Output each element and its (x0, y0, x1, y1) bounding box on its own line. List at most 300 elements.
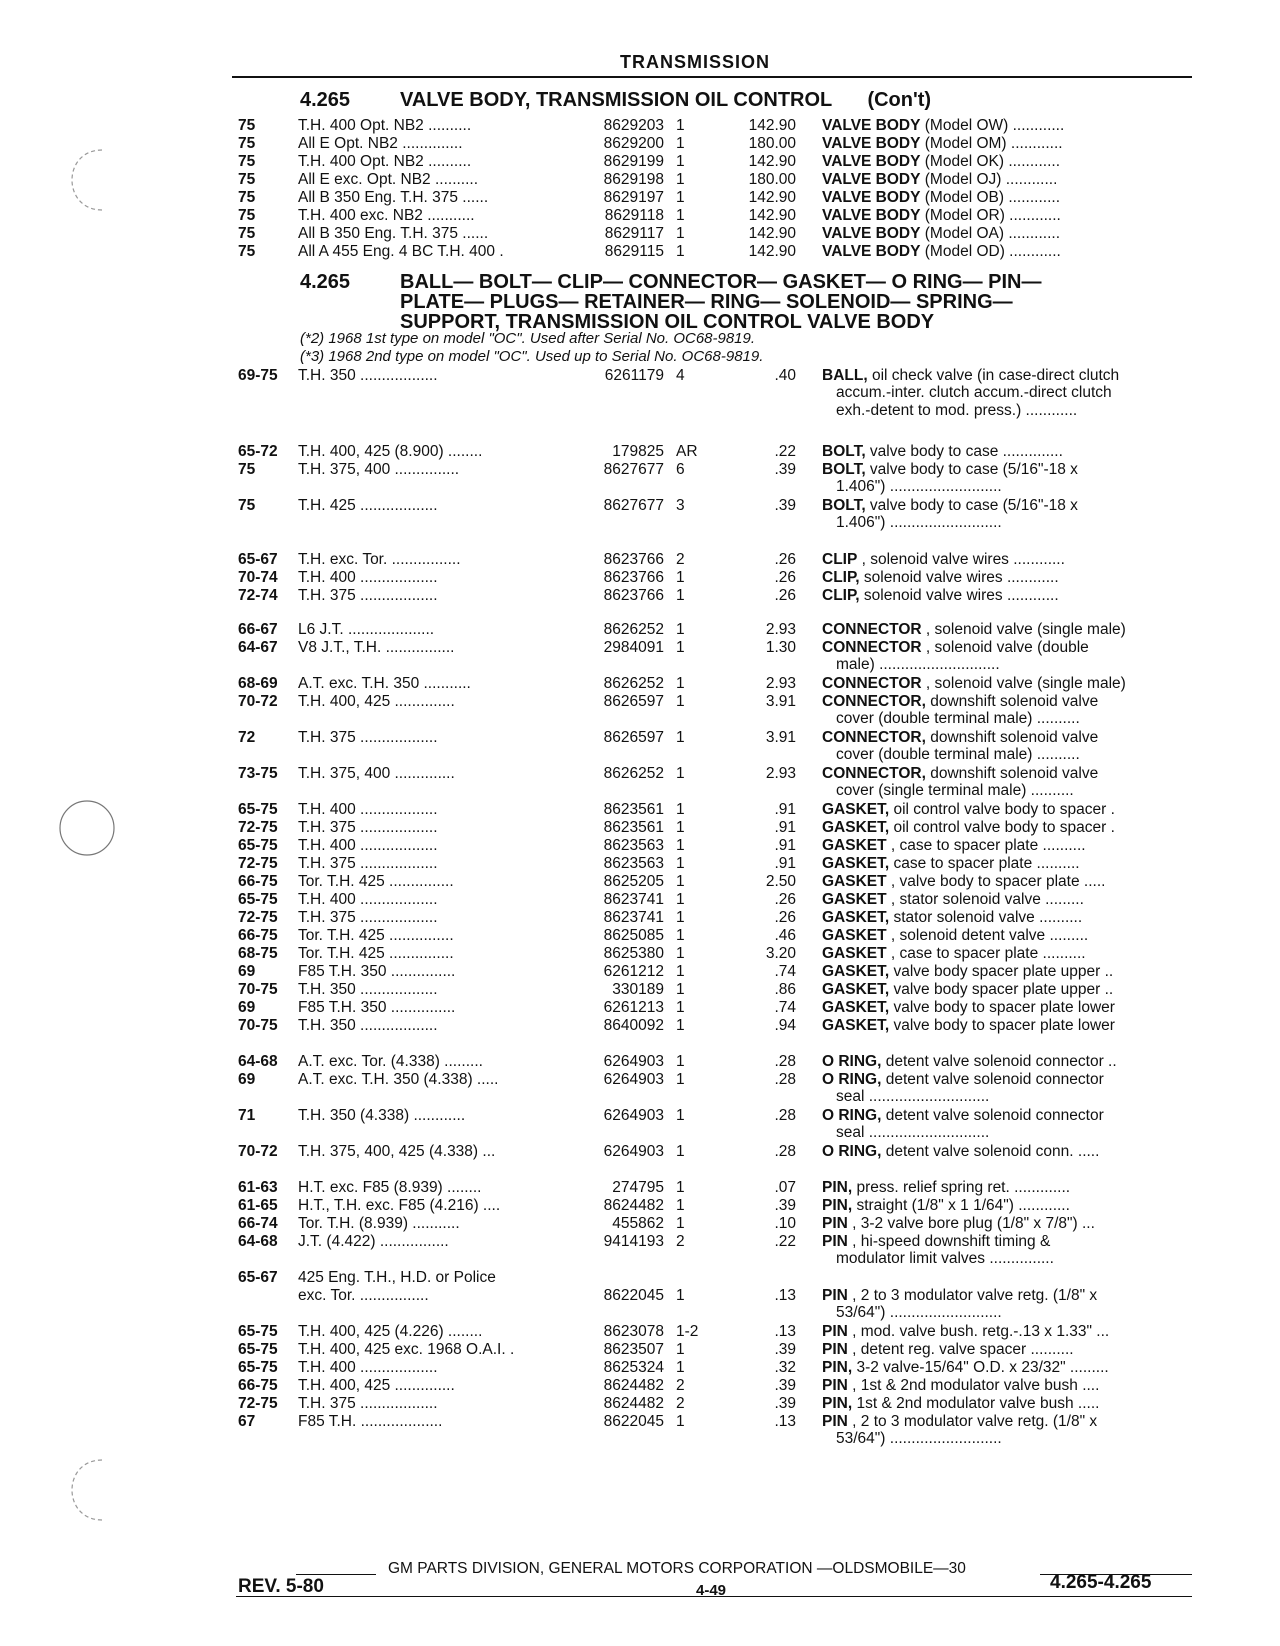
part-number: 8625205 (603, 873, 664, 890)
description-keyword: GASKET (822, 837, 887, 854)
application: T.H. 400, 425 .............. (298, 693, 455, 710)
description-text: , 2 to 3 modulator valve retg. (1/8" x (847, 1287, 1098, 1304)
quantity: 1 (676, 693, 685, 710)
description-text: 1st & 2nd modulator valve bush ..... (852, 1395, 1100, 1412)
application: L6 J.T. .................... (298, 621, 435, 638)
part-number: 8624482 (603, 1395, 664, 1412)
application: 425 Eng. T.H., H.D. or Police (298, 1269, 496, 1286)
application: T.H. 425 .................. (298, 497, 438, 514)
description-text: (Model OK) ............ (920, 153, 1060, 170)
section-title-suffix: (Con't) (867, 89, 932, 111)
description (822, 152, 1194, 171)
footer-division: GM PARTS DIVISION, GENERAL MOTORS CORPORATION —OLDSMOBILE—30 (388, 1560, 966, 1577)
price: .40 (774, 367, 796, 384)
description (822, 1214, 1194, 1233)
price: .39 (774, 1341, 796, 1358)
description (822, 1178, 1194, 1197)
description-keyword: CONNECTOR, (822, 729, 926, 746)
quantity: 1 (676, 639, 685, 656)
year-range: 69 (238, 999, 256, 1016)
description (822, 586, 1194, 605)
section-number: 4.265 (300, 89, 351, 111)
description (822, 1106, 1194, 1125)
description-keyword: CLIP, (822, 587, 860, 604)
application: T.H. 400 Opt. NB2 .......... (298, 153, 472, 170)
description-text: straight (1/8" x 1 1/64") ............ (852, 1197, 1070, 1214)
section-title-line: BALL— BOLT— CLIP— CONNECTOR— GASKET— O RING— PIN— (400, 271, 1042, 293)
description-text: , valve body to spacer plate ..... (886, 873, 1106, 890)
part-number: 6261179 (604, 367, 664, 384)
quantity: 1 (676, 1107, 685, 1124)
description-continuation: cover (double terminal male) .......... (836, 746, 1080, 763)
description-keyword: GASKET (822, 945, 887, 962)
description (822, 620, 1194, 639)
year-range: 65-75 (238, 801, 278, 818)
description-text: , solenoid valve wires ............ (857, 551, 1065, 568)
description (822, 206, 1194, 225)
part-number: 8625380 (603, 945, 664, 962)
year-range: 75 (238, 135, 256, 152)
description-keyword: VALVE BODY (822, 243, 921, 260)
description-continuation: 53/64") .......................... (836, 1304, 1002, 1321)
quantity: 1 (676, 171, 685, 188)
section-title-text: VALVE BODY, TRANSMISSION OIL CONTROL (400, 89, 832, 111)
description (822, 1142, 1194, 1161)
application: All B 350 Eng. T.H. 375 ...... (298, 225, 489, 242)
description (822, 962, 1194, 981)
price: .46 (774, 927, 796, 944)
part-number: 8626252 (603, 675, 664, 692)
quantity: 1 (676, 729, 685, 746)
description-keyword: GASKET, (822, 963, 890, 980)
year-range: 75 (238, 497, 256, 514)
application: T.H. 400 .................. (298, 837, 438, 854)
description-text: (Model OA) ............ (920, 225, 1060, 242)
description (822, 836, 1194, 855)
year-range: 72-75 (238, 1395, 278, 1412)
part-number: 8623078 (603, 1323, 664, 1340)
binder-hole-mark (52, 1450, 122, 1530)
page-number: 4-49 (696, 1582, 727, 1599)
application: T.H. 375 .................. (298, 729, 438, 746)
price: .26 (774, 551, 796, 568)
description-text: , 3-2 valve bore plug (1/8" x 7/8") ... (847, 1215, 1095, 1232)
description-text: downshift solenoid valve (925, 693, 1099, 710)
part-number: 8623561 (603, 801, 664, 818)
application: H.T. exc. F85 (8.939) ........ (298, 1179, 482, 1196)
description (822, 818, 1194, 837)
application: V8 J.T., T.H. ................ (298, 639, 455, 656)
application: T.H. 400 .................. (298, 1359, 438, 1376)
quantity: 2 (676, 551, 685, 568)
application: F85 T.H. 350 ............... (298, 963, 456, 980)
quantity: 1 (676, 153, 685, 170)
application: T.H. 400 exc. NB2 ........... (298, 207, 475, 224)
part-number: 8640092 (603, 1017, 664, 1034)
description-text: press. relief spring ret. ............. (852, 1179, 1071, 1196)
description-continuation: seal ............................ (836, 1088, 990, 1105)
description-text: , detent reg. valve spacer .......... (847, 1341, 1074, 1358)
price: .94 (774, 1017, 796, 1034)
price: .22 (774, 1233, 796, 1250)
description-text: , solenoid valve (double (921, 639, 1089, 656)
quantity: 1 (676, 243, 685, 260)
quantity: 1 (676, 1053, 685, 1070)
description-text: solenoid valve wires ............ (859, 587, 1059, 604)
application: T.H. 375 .................. (298, 855, 438, 872)
description (822, 188, 1194, 207)
year-range: 61-65 (238, 1197, 278, 1214)
application: Tor. T.H. 425 ............... (298, 945, 454, 962)
description-keyword: VALVE BODY (822, 117, 921, 134)
description (822, 224, 1194, 243)
description (822, 1322, 1194, 1341)
application: T.H. 350 (4.338) ............ (298, 1107, 466, 1124)
application: T.H. 375, 400 .............. (298, 765, 455, 782)
price: 2.93 (765, 765, 796, 782)
quantity: 1 (676, 855, 685, 872)
description-text: , hi-speed downshift timing & (847, 1233, 1051, 1250)
section-title (400, 272, 1041, 332)
application: T.H. 350 .................. (298, 367, 438, 384)
part-number: 6261212 (603, 963, 664, 980)
description (822, 496, 1194, 515)
part-number: 8626252 (603, 621, 664, 638)
year-range: 68-69 (238, 675, 278, 692)
quantity: 1 (676, 1413, 685, 1430)
application: H.T., T.H. exc. F85 (4.216) .... (298, 1197, 501, 1214)
part-number: 6264903 (603, 1071, 664, 1088)
description-keyword: PIN (822, 1323, 848, 1340)
description (822, 242, 1194, 261)
part-number: 8627677 (603, 497, 664, 514)
description (822, 854, 1194, 873)
application: Tor. T.H. 425 ............... (298, 927, 454, 944)
application: All E Opt. NB2 .............. (298, 135, 463, 152)
description-text: (Model OD) ............ (920, 243, 1061, 260)
description-text: (Model OJ) ............ (920, 171, 1058, 188)
price: .13 (774, 1413, 796, 1430)
application: All E exc. Opt. NB2 .......... (298, 171, 479, 188)
application: T.H. 400 .................. (298, 891, 438, 908)
description (822, 116, 1194, 135)
year-range: 75 (238, 461, 256, 478)
price: .39 (774, 1395, 796, 1412)
description-keyword: PIN, (822, 1197, 853, 1214)
description-keyword: O RING, (822, 1053, 882, 1070)
part-number: 330189 (612, 981, 664, 998)
description (822, 460, 1194, 479)
quantity: 1 (676, 837, 685, 854)
description-text: 3-2 valve-15/64" O.D. x 23/32" ......... (852, 1359, 1109, 1376)
year-range: 75 (238, 243, 256, 260)
description-keyword: O RING, (822, 1071, 882, 1088)
price: .74 (774, 963, 796, 980)
part-number: 8623766 (603, 569, 664, 586)
quantity: 1 (676, 225, 685, 242)
part-number: 8623766 (603, 551, 664, 568)
binder-hole-mark (52, 790, 122, 870)
part-number: 8627677 (603, 461, 664, 478)
year-range: 66-74 (238, 1215, 278, 1232)
part-number: 2984091 (603, 639, 664, 656)
description-keyword: CONNECTOR (822, 675, 922, 692)
part-number: 8629200 (603, 135, 664, 152)
description-keyword: VALVE BODY (822, 153, 921, 170)
description-text: valve body spacer plate upper .. (889, 963, 1114, 980)
quantity: 6 (676, 461, 685, 478)
year-range: 69-75 (238, 367, 278, 384)
description-continuation: 1.406") .......................... (836, 478, 1002, 495)
description (822, 872, 1194, 891)
quantity: 1 (676, 621, 685, 638)
price: 2.50 (765, 873, 796, 890)
quantity: 1 (676, 1143, 685, 1160)
year-range: 67 (238, 1413, 256, 1430)
year-range: 72-74 (238, 587, 278, 604)
quantity: 1 (676, 765, 685, 782)
description-continuation: cover (single terminal male) .......... (836, 782, 1074, 799)
price: .39 (774, 1377, 796, 1394)
description-keyword: GASKET, (822, 999, 890, 1016)
year-range: 65-67 (238, 551, 278, 568)
footer-rule-left (296, 1574, 376, 1575)
description-keyword: VALVE BODY (822, 135, 921, 152)
part-number: 8626597 (603, 693, 664, 710)
description-keyword: GASKET (822, 927, 887, 944)
application: T.H. 400 .................. (298, 569, 438, 586)
description (822, 1394, 1194, 1413)
quantity: 1 (676, 207, 685, 224)
year-range: 64-68 (238, 1053, 278, 1070)
description-text: , solenoid detent valve ......... (886, 927, 1089, 944)
description-text: detent valve solenoid connector (881, 1071, 1104, 1088)
year-range: 69 (238, 1071, 256, 1088)
year-range: 72 (238, 729, 256, 746)
description (822, 800, 1194, 819)
description-keyword: GASKET, (822, 1017, 890, 1034)
price: .28 (774, 1053, 796, 1070)
part-number: 6261213 (603, 999, 664, 1016)
quantity: 1-2 (676, 1323, 699, 1340)
description (822, 550, 1194, 569)
description-text: , case to spacer plate .......... (886, 837, 1086, 854)
year-range: 64-68 (238, 1233, 278, 1250)
description (822, 944, 1194, 963)
description-text: detent valve solenoid conn. ..... (881, 1143, 1100, 1160)
price: 3.91 (765, 693, 796, 710)
quantity: 4 (676, 367, 685, 384)
price: .86 (774, 981, 796, 998)
description-keyword: BOLT, (822, 461, 866, 478)
year-range: 65-72 (238, 443, 278, 460)
application: T.H. 400 .................. (298, 801, 438, 818)
quantity: 1 (676, 801, 685, 818)
description-text: valve body to case .............. (865, 443, 1063, 460)
price: .28 (774, 1107, 796, 1124)
description (822, 980, 1194, 999)
description (822, 1196, 1194, 1215)
description-keyword: GASKET (822, 891, 887, 908)
quantity: 1 (676, 909, 685, 926)
description (822, 1358, 1194, 1377)
description-keyword: O RING, (822, 1143, 882, 1160)
year-range: 70-75 (238, 981, 278, 998)
part-number: 8629197 (603, 189, 664, 206)
price: 1.30 (765, 639, 796, 656)
description (822, 890, 1194, 909)
part-number: 8629203 (603, 117, 664, 134)
description-keyword: GASKET, (822, 855, 890, 872)
part-number: 8622045 (603, 1413, 664, 1430)
description-continuation: 53/64") .......................... (836, 1430, 1002, 1447)
section-title-line: PLATE— PLUGS— RETAINER— RING— SOLENOID— SPRING— (400, 291, 1013, 313)
year-range: 75 (238, 189, 256, 206)
description-text: valve body spacer plate upper .. (889, 981, 1114, 998)
part-number: 8623563 (603, 837, 664, 854)
description-keyword: PIN, (822, 1395, 853, 1412)
quantity: 1 (676, 135, 685, 152)
part-number: 8626252 (603, 765, 664, 782)
description-text: (Model OW) ............ (920, 117, 1065, 134)
year-range: 75 (238, 207, 256, 224)
price: 142.90 (748, 153, 796, 170)
application: T.H. exc. Tor. ................ (298, 551, 461, 568)
price: 2.93 (765, 675, 796, 692)
description-keyword: PIN (822, 1341, 848, 1358)
quantity: 1 (676, 1215, 685, 1232)
description (822, 1052, 1194, 1071)
description-text: , mod. valve bush. retg.-.13 x 1.33" ... (847, 1323, 1110, 1340)
price: 180.00 (748, 135, 796, 152)
price: .13 (774, 1323, 796, 1340)
description-keyword: PIN (822, 1215, 848, 1232)
description (822, 1286, 1194, 1305)
description (822, 998, 1194, 1017)
year-range: 70-74 (238, 569, 278, 586)
application: J.T. (4.422) ................ (298, 1233, 449, 1250)
description-keyword: CONNECTOR, (822, 765, 926, 782)
quantity: 2 (676, 1377, 685, 1394)
price: 142.90 (748, 117, 796, 134)
price: .22 (774, 443, 796, 460)
quantity: 1 (676, 891, 685, 908)
description-keyword: GASKET, (822, 801, 890, 818)
price: .74 (774, 999, 796, 1016)
description-keyword: BALL, (822, 367, 868, 384)
description-continuation: 1.406") .......................... (836, 514, 1002, 531)
description (822, 366, 1194, 385)
description-text: valve body to case (5/16"-18 x (865, 497, 1078, 514)
description (822, 1376, 1194, 1395)
application: F85 T.H. ................... (298, 1413, 443, 1430)
quantity: 1 (676, 945, 685, 962)
year-range: 72-75 (238, 855, 278, 872)
year-range: 68-75 (238, 945, 278, 962)
price: .39 (774, 497, 796, 514)
price: .10 (774, 1215, 796, 1232)
description (822, 1412, 1194, 1431)
description-keyword: PIN (822, 1377, 848, 1394)
price: 142.90 (748, 225, 796, 242)
description-text: oil control valve body to spacer . (889, 819, 1115, 836)
quantity: 2 (676, 1395, 685, 1412)
price: 3.91 (765, 729, 796, 746)
description-continuation: seal ............................ (836, 1124, 990, 1141)
year-range: 72-75 (238, 819, 278, 836)
description-keyword: GASKET, (822, 909, 890, 926)
part-number: 6264903 (603, 1143, 664, 1160)
part-number: 8622045 (603, 1287, 664, 1304)
quantity: 1 (676, 1341, 685, 1358)
part-number: 8623741 (603, 909, 664, 926)
price: .28 (774, 1143, 796, 1160)
application: F85 T.H. 350 ............... (298, 999, 456, 1016)
description-text: (Model OB) ............ (920, 189, 1060, 206)
description-keyword: PIN, (822, 1179, 853, 1196)
description-text: downshift solenoid valve (925, 765, 1099, 782)
description-text: , 1st & 2nd modulator valve bush .... (847, 1377, 1100, 1394)
part-number: 8623507 (603, 1341, 664, 1358)
price: .91 (774, 819, 796, 836)
year-range: 70-75 (238, 1017, 278, 1034)
price: .26 (774, 569, 796, 586)
part-number: 8629118 (604, 207, 664, 224)
year-range: 75 (238, 171, 256, 188)
description-keyword: O RING, (822, 1107, 882, 1124)
year-range: 71 (238, 1107, 256, 1124)
price: .26 (774, 587, 796, 604)
price: .28 (774, 1071, 796, 1088)
quantity: 2 (676, 1233, 685, 1250)
description-text: (Model OR) ............ (920, 207, 1061, 224)
year-range: 75 (238, 117, 256, 134)
price: .26 (774, 891, 796, 908)
year-range: 64-67 (238, 639, 278, 656)
description-text: , case to spacer plate .......... (886, 945, 1086, 962)
section-title (400, 90, 931, 110)
description (822, 728, 1194, 747)
price: .26 (774, 909, 796, 926)
description (822, 1016, 1194, 1035)
description-keyword: CLIP (822, 551, 858, 568)
revision-label: REV. 5-80 (238, 1576, 324, 1597)
application: T.H. 400, 425 (4.226) ........ (298, 1323, 483, 1340)
description-text: (Model OM) ............ (920, 135, 1063, 152)
quantity: 1 (676, 963, 685, 980)
description (822, 692, 1194, 711)
application: T.H. 400, 425 exc. 1968 O.A.I. . (298, 1341, 515, 1358)
description-text: valve body to spacer plate lower (889, 1017, 1115, 1034)
price: 3.20 (765, 945, 796, 962)
description-text: , solenoid valve (single male) (921, 621, 1126, 638)
price: .91 (774, 855, 796, 872)
application: T.H. 400, 425 .............. (298, 1377, 455, 1394)
price: 142.90 (748, 189, 796, 206)
year-range: 66-75 (238, 1377, 278, 1394)
year-range: 61-63 (238, 1179, 278, 1196)
quantity: AR (676, 443, 698, 460)
description-text: downshift solenoid valve (925, 729, 1099, 746)
description-text: valve body to case (5/16"-18 x (865, 461, 1078, 478)
year-range: 66-67 (238, 621, 278, 638)
description-text: valve body to spacer plate lower (889, 999, 1115, 1016)
price: 142.90 (748, 243, 796, 260)
description-continuation: cover (double terminal male) .......... (836, 710, 1080, 727)
part-number: 8626597 (603, 729, 664, 746)
quantity: 1 (676, 873, 685, 890)
section-title-line: SUPPORT, TRANSMISSION OIL CONTROL VALVE BODY (400, 311, 935, 333)
